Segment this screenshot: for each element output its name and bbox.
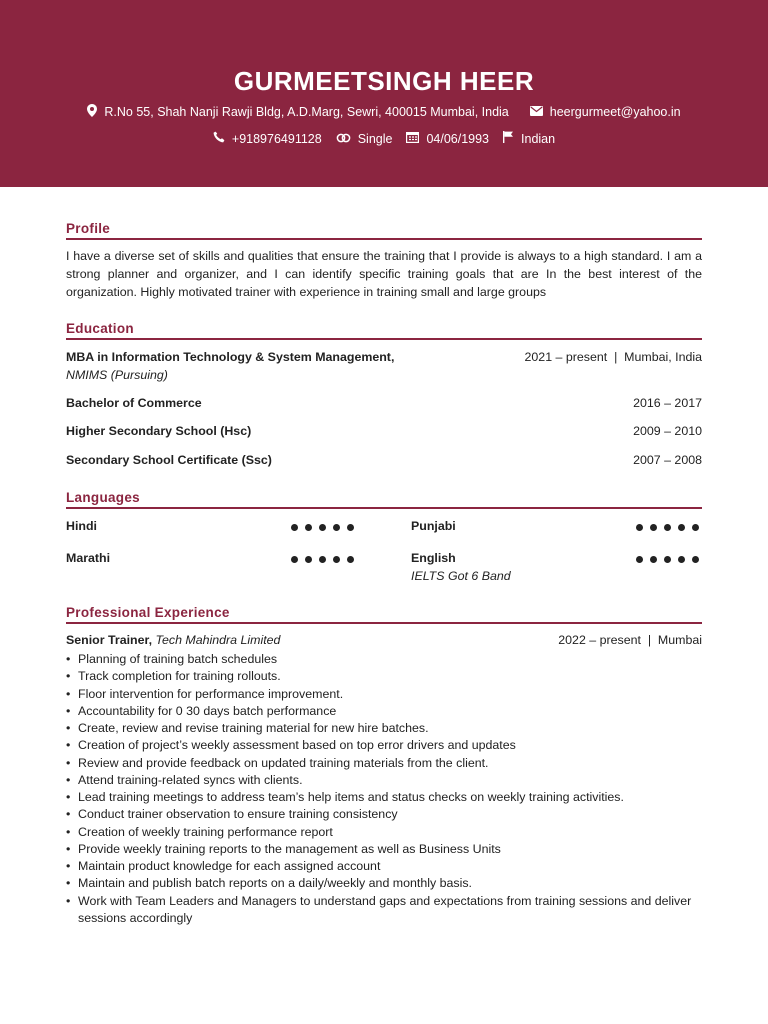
list-item: • Conduct trainer observation to ensure training consistency	[66, 806, 702, 823]
language-note: IELTS Got 6 Band	[411, 569, 511, 583]
list-item: • Maintain product knowledge for each assigned account	[66, 858, 702, 875]
language-item	[411, 551, 511, 583]
mail-icon	[530, 105, 550, 119]
list-item: • Provide weekly training reports to the management as well as Business Units	[66, 841, 702, 858]
level-dot	[678, 556, 685, 563]
section-title-profile: Profile	[66, 221, 702, 240]
list-item: • Work with Team Leaders and Managers to understand gaps and expectations from training sessions and deliver sessions accordingly	[66, 893, 702, 928]
list-item: • Create, review and revise training material for new hire batches.	[66, 720, 702, 737]
profile-section	[66, 221, 702, 301]
section-title-education: Education	[66, 321, 702, 340]
candidate-name: GURMEETSINGH HEER	[233, 66, 535, 96]
level-dot	[319, 524, 326, 531]
language-name: Punjabi	[411, 519, 456, 533]
level-dot	[305, 524, 312, 531]
level-dot	[664, 524, 671, 531]
degree-name: Bachelor of Commerce	[66, 396, 202, 410]
level-dot	[678, 524, 685, 531]
nationality-text: Indian	[521, 131, 556, 146]
level-dot	[347, 556, 354, 563]
level-dot	[692, 524, 699, 531]
level-dot	[291, 524, 298, 531]
institution-name: NMIMS (Pursuing)	[66, 368, 168, 382]
level-dot	[319, 556, 326, 563]
nationality-item	[503, 131, 555, 146]
degree-name: Secondary School Certificate (Ssc)	[66, 453, 272, 467]
contact-row-1	[0, 104, 768, 120]
level-dot	[636, 524, 643, 531]
language-item	[66, 519, 97, 533]
language-item	[411, 519, 456, 533]
education-date: 2009 – 2010	[633, 424, 702, 438]
list-item: • Creation of weekly training performance report	[66, 824, 702, 841]
calendar-icon	[406, 131, 426, 146]
company-name: Tech Mahindra Limited	[155, 633, 281, 647]
level-dot	[291, 556, 298, 563]
flag-icon	[503, 131, 521, 146]
section-title-experience: Professional Experience	[66, 605, 702, 624]
level-dot	[650, 524, 657, 531]
degree-name: Higher Secondary School (Hsc)	[66, 424, 252, 438]
degree-name: MBA in Information Technology & System Management,	[66, 350, 395, 364]
job-role: Senior Trainer,	[66, 633, 153, 647]
rings-icon	[336, 132, 358, 146]
language-level	[291, 556, 354, 563]
language-level	[636, 556, 699, 563]
level-dot	[333, 556, 340, 563]
list-item: • Planning of training batch schedules	[66, 651, 702, 668]
experience-date: 2022 – present | Mumbai	[558, 633, 702, 647]
language-name: Marathi	[66, 551, 111, 565]
language-name: Hindi	[66, 519, 97, 533]
address-text: R.No 55, Shah Nanji Rawji Bldg, A.D.Marg, Sewri, 400015 Mumbai, India	[104, 105, 509, 119]
profile-text: I have a diverse set of skills and qualities that ensure the training that I provide is always to a high standard. I am a strong planner and organizer, and I can identify specific training goals that are In the best interest of the organization. Highly motivated trainer with experience in training small and large groups	[66, 249, 702, 299]
education-date: 2007 – 2008	[633, 453, 702, 467]
level-dot	[650, 556, 657, 563]
experience-header	[66, 633, 702, 647]
list-item: • Review and provide feedback on updated training materials from the client.	[66, 755, 702, 772]
list-item: • Creation of project’s weekly assessment based on top error drivers and updates	[66, 737, 702, 754]
level-dot	[664, 556, 671, 563]
email-item[interactable]	[530, 105, 681, 119]
responsibility-list	[66, 651, 702, 927]
phone-text[interactable]: +918976491128	[231, 131, 322, 146]
phone-icon	[213, 131, 232, 146]
list-item: • Accountability for 0 30 days batch performance	[66, 703, 702, 720]
experience-section	[66, 605, 702, 935]
list-item: • Track completion for training rollouts.	[66, 668, 702, 685]
dob-item	[406, 131, 489, 146]
education-date: 2021 – present | Mumbai, India	[524, 350, 702, 364]
level-dot	[636, 556, 643, 563]
language-level	[291, 524, 354, 531]
location-icon	[87, 104, 104, 120]
address-item	[87, 104, 508, 120]
education-section	[66, 321, 702, 471]
education-date: 2016 – 2017	[633, 396, 702, 410]
email-text[interactable]: heergurmeet@yahoo.in	[549, 105, 681, 119]
marital-status-text: Single	[357, 131, 393, 146]
level-dot	[305, 556, 312, 563]
level-dot	[347, 524, 354, 531]
level-dot	[333, 524, 340, 531]
dob-text: 04/06/1993	[426, 131, 490, 146]
level-dot	[692, 556, 699, 563]
list-item: • Floor intervention for performance improvement.	[66, 686, 702, 703]
language-name: English	[411, 551, 456, 565]
experience-item	[66, 633, 702, 933]
phone-item[interactable]	[213, 131, 322, 146]
language-item	[66, 551, 110, 565]
section-title-languages: Languages	[66, 490, 702, 509]
resume-header	[0, 0, 768, 187]
list-item: • Lead training meetings to address team’s help items and status checks on weekly training activities.	[66, 789, 702, 806]
marital-status-item	[336, 132, 393, 146]
language-level	[636, 524, 699, 531]
contact-row-2	[0, 131, 768, 146]
languages-section	[66, 490, 702, 590]
list-item: • Maintain and publish batch reports on a daily/weekly and monthly basis.	[66, 875, 702, 892]
list-item: • Attend training-related syncs with clients.	[66, 772, 702, 789]
